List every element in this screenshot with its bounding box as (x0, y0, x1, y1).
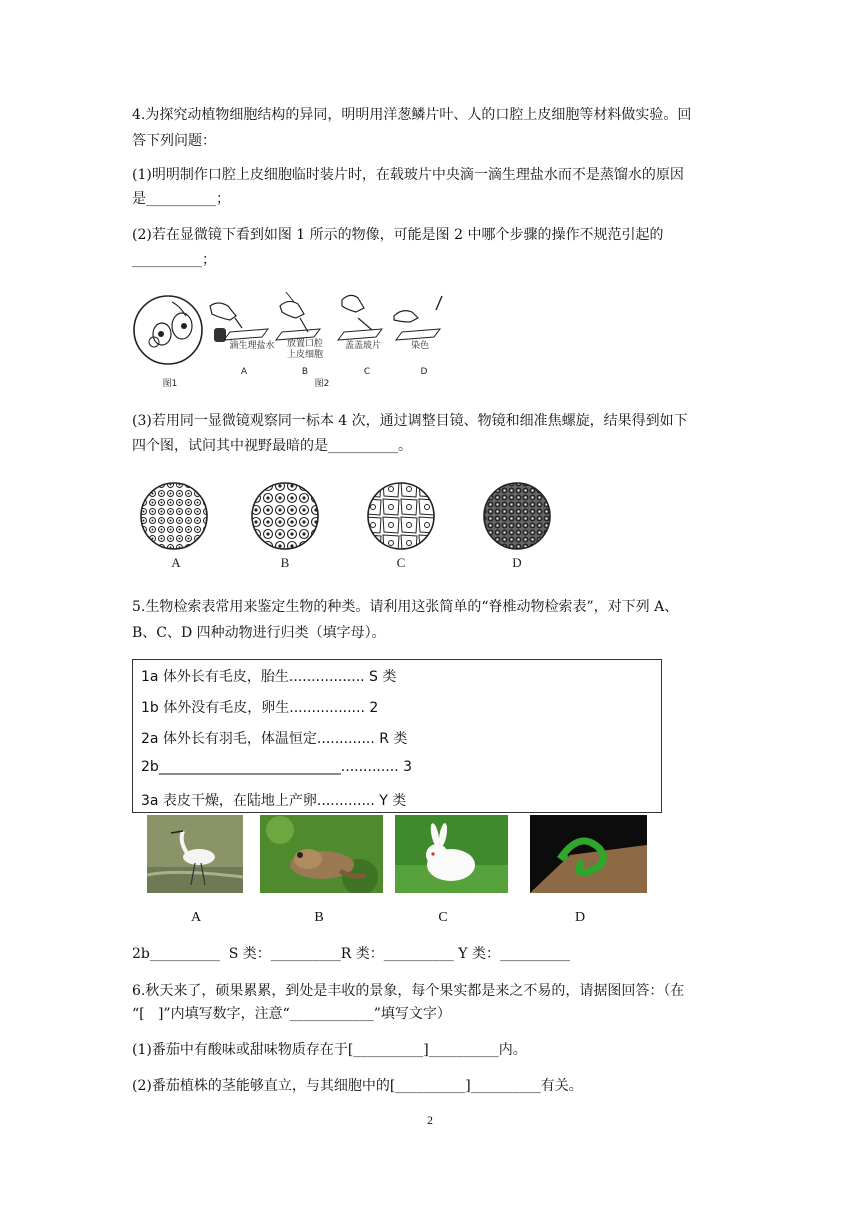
step-b-caption-line2: 上皮细胞 (286, 350, 324, 360)
photo-a-label: A (190, 910, 202, 925)
vertebrate-key-table (132, 659, 662, 813)
view-a-label: A (171, 555, 181, 570)
photo-c-label: C (438, 910, 448, 925)
q4-stem-line2: 答下列问题： (132, 133, 216, 149)
key-row-1b: 1b 体外没有毛皮，卵生................. 2 (141, 700, 379, 716)
cell-slide-figure (132, 288, 452, 390)
view-d-label: D (512, 555, 522, 570)
step-b-letter: B (301, 367, 309, 377)
microscope-views-figure (130, 480, 560, 572)
step-b-caption-line1: 放置口腔 (286, 339, 324, 349)
q6-stem-line2: “[ ]”内填写数字，注意“____________”填写文字） (132, 1006, 451, 1022)
key-row-3a: 3a 表皮干燥，在陆地上产卵............. Y 类 (141, 793, 407, 809)
q5-stem-line2: B、C、D 四种动物进行归类（填字母）。 (132, 625, 386, 641)
egret-photo (147, 815, 243, 893)
page-number: 2 (427, 1113, 433, 1127)
view-d-circle (484, 483, 550, 549)
rabbit-photo (395, 815, 508, 893)
step-c-caption: 盖盖玻片 (344, 341, 382, 351)
view-c-label: C (396, 555, 406, 570)
q4-part1-line1: (1)明明制作口腔上皮细胞临时装片时，在载玻片中央滴一滴生理盐水而不是蒸馏水的原因 (132, 167, 684, 183)
figure1-cell-view (134, 296, 202, 364)
key-row-1a: 1a 体外长有毛皮，胎生................. S 类 (141, 669, 397, 685)
snake-photo (530, 815, 647, 893)
q5-stem-line1: 5.生物检索表常用来鉴定生物的种类。请利用这张简单的“脊椎动物检索表”，对下列 A、 (132, 599, 679, 615)
q4-part2-line1: (2)若在显微镜下看到如图 1 所示的物像，可能是图 2 中哪个步骤的操作不规范引起的 (132, 227, 664, 243)
step-a-drop-saline-icon (210, 303, 268, 342)
q6-part1: (1)番茄中有酸味或甜味物质存在于[__________]__________内。 (132, 1042, 527, 1058)
q4-part1-line2: 是__________； (132, 191, 230, 207)
q6-stem-line1: 6.秋天来了，硕果累累，到处是丰收的景象，每个果实都是来之不易的，请据图回答：（在 (132, 983, 685, 999)
q6-part2: (2)番茄植株的茎能够直立，与其细胞中的[__________]__________有关。 (132, 1078, 583, 1094)
q4-part3-line2: 四个图，试问其中视野最暗的是__________。 (132, 438, 412, 454)
step-d-caption: 染色 (410, 341, 430, 351)
step-c-cover-slip-icon (338, 295, 382, 340)
q4-stem-line1: 4.为探究动植物细胞结构的异同，明明用洋葱鳞片叶、人的口腔上皮细胞等材料做实验。回 (132, 107, 692, 123)
step-c-letter: C (363, 367, 371, 377)
photo-b-label: B (314, 910, 324, 925)
view-a-circle (141, 483, 207, 549)
figure2-caption: 图2 (314, 379, 330, 389)
view-b-label: B (280, 555, 290, 570)
step-d-letter: D (420, 367, 428, 377)
frog-photo (260, 815, 383, 893)
view-b-circle (252, 483, 318, 549)
photo-d-label: D (574, 910, 586, 925)
view-c-circle (368, 483, 434, 549)
step-b-place-cells-icon (276, 292, 320, 340)
key-row-2a: 2a 体外长有羽毛，体温恒定............. R 类 (141, 731, 408, 747)
q5-answer-line: 2b__________ S 类：__________R 类：__________ Y 类：__________ (132, 946, 570, 962)
step-d-stain-icon (394, 296, 442, 340)
figure1-caption: 图1 (162, 379, 178, 389)
q4-part2-line2: __________； (132, 252, 216, 268)
step-a-caption: 滴生理盐水 (229, 341, 275, 351)
step-a-letter: A (240, 367, 248, 377)
key-row-2b: 2b__________________________............. 3 (141, 759, 413, 775)
q4-part3-line1: (3)若用同一显微镜观察同一标本 4 次，通过调整目镜、物镜和细准焦螺旋，结果得到如下 (132, 413, 688, 429)
